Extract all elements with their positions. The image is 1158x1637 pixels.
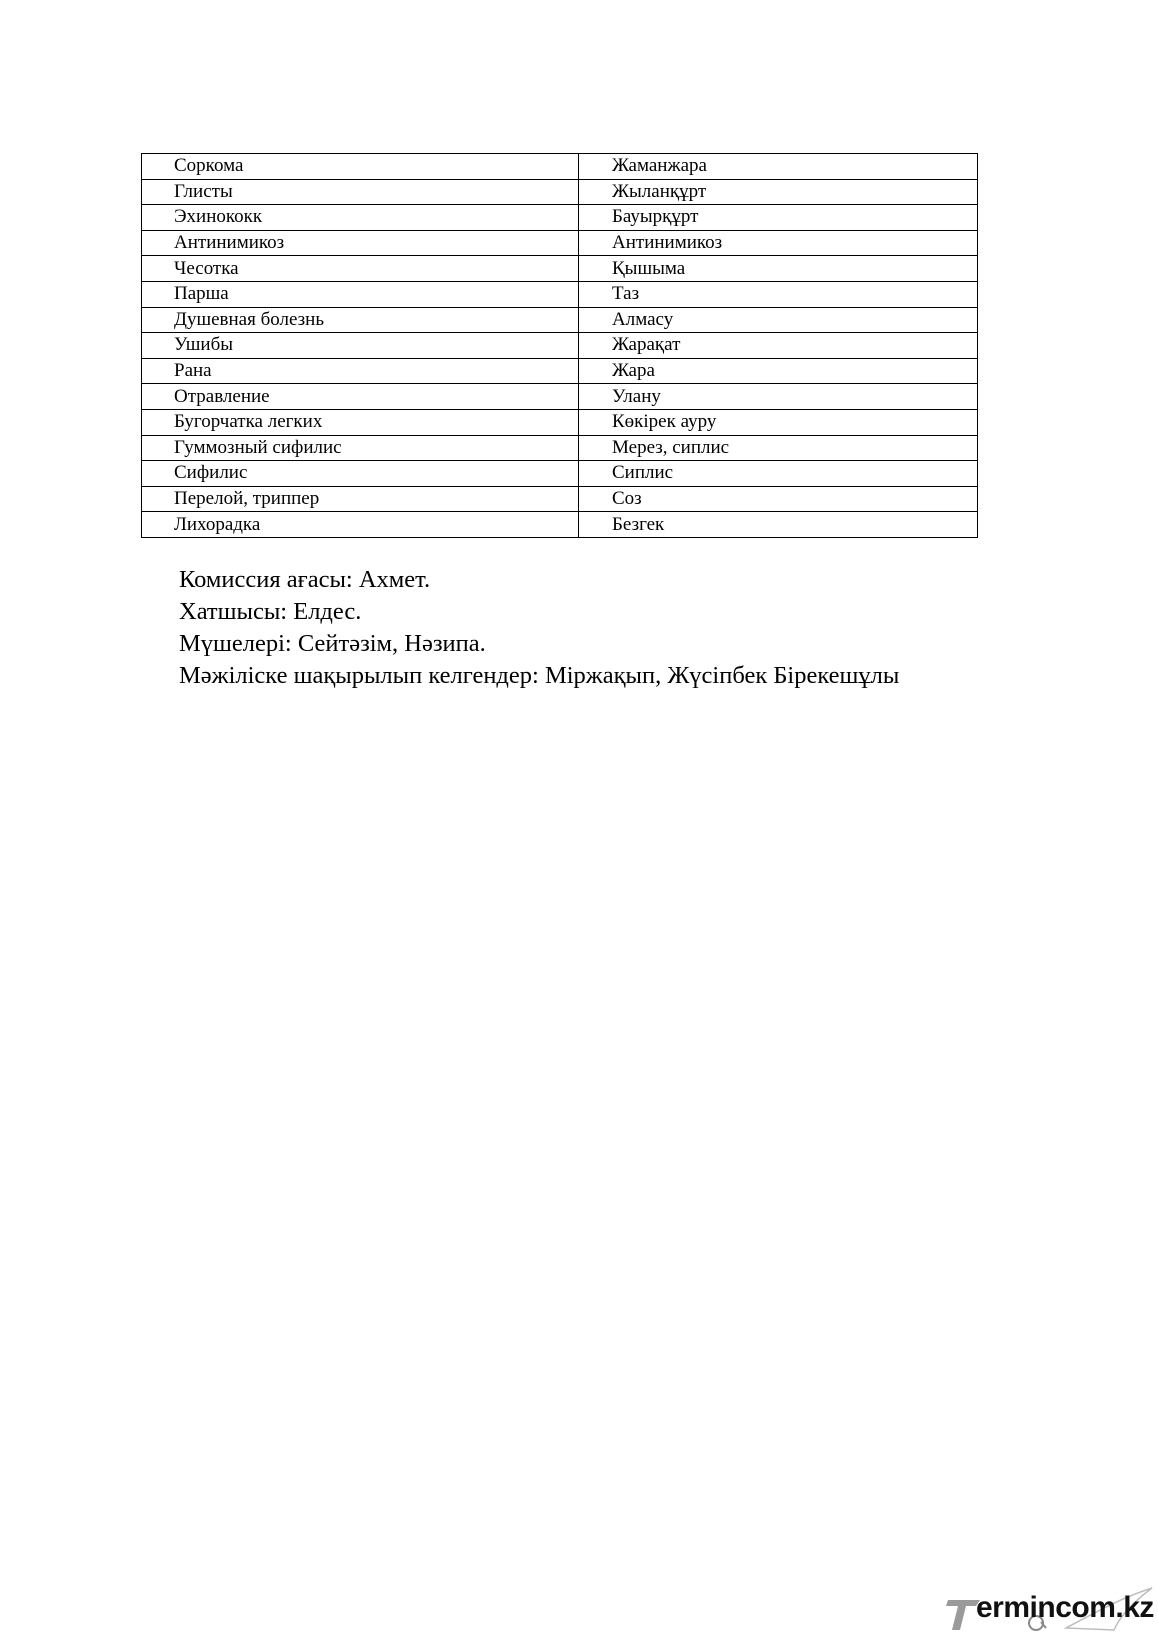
term-kazakh: Жарақат bbox=[579, 333, 978, 359]
table-row bbox=[142, 179, 978, 205]
term-russian: Соркома bbox=[142, 154, 579, 180]
term-kazakh: Қышыма bbox=[579, 256, 978, 282]
term-kazakh: Мерез, сиплис bbox=[579, 435, 978, 461]
term-russian: Парша bbox=[142, 281, 579, 307]
term-kazakh: Жаманжара bbox=[579, 154, 978, 180]
commission-block bbox=[179, 564, 899, 692]
term-russian: Бугорчатка легких bbox=[142, 409, 579, 435]
table-row bbox=[142, 333, 978, 359]
term-kazakh: Бауырқұрт bbox=[579, 205, 978, 231]
logo-text: ermincom.kz bbox=[976, 1591, 1154, 1624]
table-row bbox=[142, 486, 978, 512]
table-row bbox=[142, 461, 978, 487]
term-kazakh: Безгек bbox=[579, 512, 978, 538]
term-kazakh: Соз bbox=[579, 486, 978, 512]
table-row bbox=[142, 512, 978, 538]
term-russian: Ушибы bbox=[142, 333, 579, 359]
table-row bbox=[142, 281, 978, 307]
term-russian: Рана bbox=[142, 358, 579, 384]
term-kazakh: Алмасу bbox=[579, 307, 978, 333]
table-row bbox=[142, 205, 978, 231]
table-row bbox=[142, 435, 978, 461]
term-russian: Сифилис bbox=[142, 461, 579, 487]
term-russian: Перелой, триппер bbox=[142, 486, 579, 512]
term-russian: Гуммозный сифилис bbox=[142, 435, 579, 461]
table-row bbox=[142, 409, 978, 435]
term-russian: Чесотка bbox=[142, 256, 579, 282]
term-russian: Душевная болезнь bbox=[142, 307, 579, 333]
table-row bbox=[142, 256, 978, 282]
table-row bbox=[142, 154, 978, 180]
term-kazakh: Антинимикоз bbox=[579, 230, 978, 256]
termincom-logo bbox=[946, 1586, 1156, 1634]
term-kazakh: Улану bbox=[579, 384, 978, 410]
term-russian: Эхинококк bbox=[142, 205, 579, 231]
terms-table bbox=[141, 153, 978, 538]
table-row bbox=[142, 307, 978, 333]
commission-secretary: Хатшысы: Елдес. bbox=[179, 598, 362, 625]
table-row bbox=[142, 230, 978, 256]
term-kazakh: Жара bbox=[579, 358, 978, 384]
term-kazakh: Сиплис bbox=[579, 461, 978, 487]
table-row bbox=[142, 358, 978, 384]
term-russian: Лихорадка bbox=[142, 512, 579, 538]
term-kazakh: Көкірек ауру bbox=[579, 409, 978, 435]
term-kazakh: Таз bbox=[579, 281, 978, 307]
commission-chair: Комиссия ағасы: Ахмет. bbox=[179, 566, 431, 593]
commission-invited: Мәжіліске шақырылып келгендер: Міржақып, Жүсіпбек Бірекешұлы bbox=[179, 662, 900, 689]
term-kazakh: Жыланқұрт bbox=[579, 179, 978, 205]
term-russian: Глисты bbox=[142, 179, 579, 205]
table-row bbox=[142, 384, 978, 410]
term-russian: Отравление bbox=[142, 384, 579, 410]
commission-members: Мүшелері: Сейтәзім, Нәзипа. bbox=[179, 630, 486, 657]
terms-table-body bbox=[142, 154, 978, 538]
term-russian: Антинимикоз bbox=[142, 230, 579, 256]
